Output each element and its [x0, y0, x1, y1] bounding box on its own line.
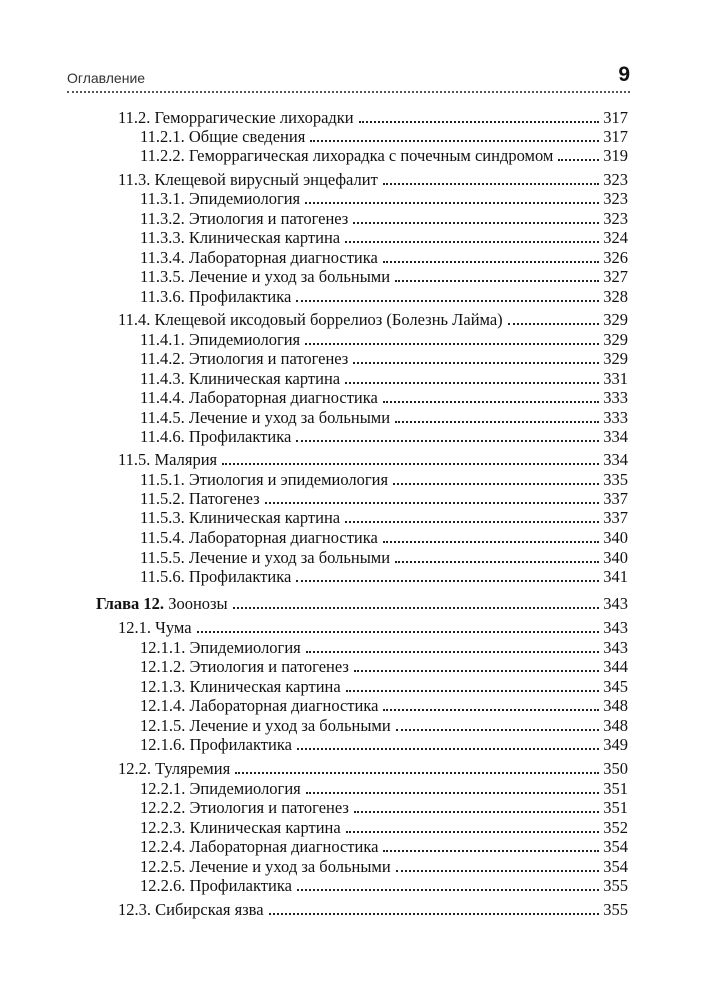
dot-leader	[395, 561, 599, 563]
toc-entry-number: 11.3.2.	[140, 209, 185, 228]
toc-entry-number: 11.5.1.	[140, 470, 185, 489]
toc-entry-number: 11.4.5.	[140, 408, 185, 427]
dot-leader	[508, 323, 600, 325]
toc-entry-title: Этиология и патогенез	[189, 657, 349, 676]
toc-entry[interactable]	[140, 408, 628, 428]
toc-entry-page: 329	[603, 330, 628, 349]
dot-leader	[296, 300, 599, 302]
dot-leader	[306, 792, 600, 794]
toc-entry-title: Общие сведения	[188, 127, 306, 146]
toc-entry-page: 334	[603, 450, 628, 469]
toc-entry-title: Лабораторная диагностика	[189, 696, 379, 715]
toc-entry-page: 337	[603, 508, 628, 527]
toc-entry-page: 329	[603, 349, 628, 368]
toc-entry[interactable]	[140, 388, 628, 408]
toc-entry-title: Малярия	[154, 450, 218, 469]
dot-leader	[233, 607, 600, 609]
toc-entry-number: 11.2.	[118, 108, 151, 127]
dot-leader	[346, 831, 600, 833]
toc-entry-title: Этиология и патогенез	[188, 349, 349, 368]
toc-entry-number: 11.3.3.	[140, 228, 185, 247]
toc-entry-title: Туляремия	[155, 759, 231, 778]
dot-leader	[383, 261, 599, 263]
toc-entry-page: 324	[603, 228, 628, 247]
toc-entry-number: 12.2.3.	[140, 818, 186, 837]
toc-entry-title: Клиническая картина	[189, 818, 341, 837]
toc-entry-title: Этиология и патогенез	[188, 209, 349, 228]
toc-entry-number: 11.5.	[118, 450, 151, 469]
dot-leader	[383, 183, 599, 185]
toc-entry-page: 337	[603, 489, 628, 508]
toc-entry-title: Клиническая картина	[188, 228, 341, 247]
toc-entry-title: Клещевой вирусный энцефалит	[154, 170, 378, 189]
dot-leader	[396, 729, 600, 731]
toc-entry-page: 345	[603, 677, 628, 696]
toc-entry-number: 12.1.4.	[140, 696, 186, 715]
toc-entry-page: 351	[603, 798, 628, 817]
toc-entry-number: 11.3.6.	[140, 287, 185, 306]
toc-entry-page: 333	[603, 408, 628, 427]
dot-leader	[305, 202, 599, 204]
dot-leader	[359, 121, 600, 123]
toc-entry-page: 327	[603, 267, 628, 286]
dot-leader	[310, 140, 599, 142]
toc-entry-title: Эпидемиология	[188, 330, 301, 349]
toc-entry-title: Сибирская язва	[155, 900, 264, 919]
toc-entry-title: Эпидемиология	[188, 189, 301, 208]
toc-entry-title: Лабораторная диагностика	[188, 528, 378, 547]
toc-entry[interactable]	[140, 470, 628, 490]
dot-leader	[354, 811, 599, 813]
toc-entry-number: 12.1.6.	[140, 735, 186, 754]
toc-entry-title: Лабораторная диагностика	[188, 388, 378, 407]
toc-entry-page: 352	[603, 818, 628, 837]
toc-entry-page: 335	[603, 470, 628, 489]
toc-entry-title: Лечение и уход за больными	[189, 857, 391, 876]
toc-entry-page: 334	[603, 427, 628, 446]
toc-entry-number: 12.2.5.	[140, 857, 186, 876]
toc-entry[interactable]	[140, 209, 628, 229]
toc-entry[interactable]	[140, 528, 628, 548]
dot-leader	[383, 541, 599, 543]
toc-entry[interactable]	[140, 716, 628, 736]
toc-entry-number: 11.2.2.	[140, 146, 185, 165]
toc-entry-title: Профилактика	[189, 735, 292, 754]
toc-entry-title: Эпидемиология	[189, 638, 301, 657]
toc-entry-title: Геморрагические лихорадки	[154, 108, 354, 127]
toc-entry-number: 12.1.	[118, 618, 151, 637]
toc-entry-title: Чума	[155, 618, 192, 637]
toc-entry-title: Геморрагическая лихорадка с почечным синдромом	[188, 146, 554, 165]
toc-entry-title: Эпидемиология	[189, 779, 301, 798]
toc-entry-number: 11.3.4.	[140, 248, 185, 267]
toc-entry[interactable]	[118, 900, 628, 920]
toc-entry-number: 11.2.1.	[140, 127, 185, 146]
toc-entry-page: 317	[603, 127, 628, 146]
toc-entry-number: 11.5.2.	[140, 489, 185, 508]
toc-entry-title: Клиническая картина	[188, 369, 341, 388]
toc-entry-page: 319	[603, 146, 628, 165]
toc-entry-title: Этиология и эпидемиология	[188, 470, 389, 489]
dot-leader	[222, 463, 599, 465]
toc-entry-page: 354	[603, 857, 628, 876]
toc-entry-page: 323	[603, 209, 628, 228]
dot-leader	[353, 222, 599, 224]
toc-entry[interactable]	[140, 330, 628, 350]
toc-entry-page: 333	[603, 388, 628, 407]
toc-entry-page: 326	[603, 248, 628, 267]
dot-leader	[345, 241, 599, 243]
toc-entry-number: 11.4.2.	[140, 349, 185, 368]
toc-entry-number: 11.5.6.	[140, 567, 185, 586]
toc-entry-number: 11.3.	[118, 170, 151, 189]
dot-leader	[306, 651, 600, 653]
toc-entry[interactable]	[118, 450, 628, 470]
toc-entry-page: 323	[603, 189, 628, 208]
toc-entry-title: Лабораторная диагностика	[188, 248, 378, 267]
toc-entry[interactable]	[140, 638, 628, 658]
toc-entry-number: 12.3.	[118, 900, 151, 919]
toc-entry[interactable]	[118, 759, 628, 779]
toc-entry[interactable]	[140, 567, 628, 587]
toc-entry-title: Зоонозы	[168, 594, 228, 613]
toc-entry-title: Клещевой иксодовый боррелиоз (Болезнь Лайма)	[154, 310, 503, 329]
toc-entry[interactable]	[140, 857, 628, 877]
toc-entry-number: 12.1.3.	[140, 677, 186, 696]
toc-entry[interactable]	[140, 837, 628, 857]
toc-entry-number: 11.5.3.	[140, 508, 185, 527]
toc-entry[interactable]	[140, 677, 628, 697]
toc-entry[interactable]	[140, 427, 628, 447]
toc-entry-number: 11.4.	[118, 310, 151, 329]
toc-entry-title: Лечение и уход за больными	[188, 548, 391, 567]
toc-entry-title: Лабораторная диагностика	[189, 837, 379, 856]
toc-entry[interactable]	[96, 594, 628, 614]
toc-entry[interactable]	[140, 369, 628, 389]
toc-entry[interactable]	[140, 228, 628, 248]
toc-entry-number: 11.4.1.	[140, 330, 185, 349]
dot-leader	[393, 483, 599, 485]
toc-entry-number: 11.5.4.	[140, 528, 185, 547]
toc-entry-page: 341	[603, 567, 628, 586]
dot-leader	[296, 440, 599, 442]
toc-entry[interactable]	[140, 248, 628, 268]
toc-entry-title: Клиническая картина	[188, 508, 341, 527]
dot-leader	[197, 631, 600, 633]
dot-leader	[235, 772, 599, 774]
dot-leader	[269, 913, 600, 915]
toc-entry-title: Профилактика	[188, 567, 292, 586]
toc-entry-number: 12.2.6.	[140, 876, 186, 895]
toc-entry-number: 12.1.2.	[140, 657, 186, 676]
toc-entry-number: 12.1.1.	[140, 638, 186, 657]
toc-entry-page: 343	[603, 638, 628, 657]
toc-entry[interactable]	[140, 508, 628, 528]
toc-entry-number: 12.2.4.	[140, 837, 186, 856]
dot-leader	[297, 748, 599, 750]
toc-entry-page: 343	[603, 618, 628, 637]
toc-entry-page: 329	[603, 310, 628, 329]
dot-leader	[395, 280, 599, 282]
toc-entry-number: 11.3.5.	[140, 267, 185, 286]
toc-entry-title: Этиология и патогенез	[189, 798, 349, 817]
toc-entry-page: 328	[603, 287, 628, 306]
dot-leader	[305, 343, 599, 345]
toc-entry[interactable]	[118, 108, 628, 128]
dot-leader	[345, 521, 599, 523]
toc-entry[interactable]	[140, 489, 628, 509]
toc-entry[interactable]	[140, 287, 628, 307]
toc-entry-page: 349	[603, 735, 628, 754]
toc-entry[interactable]	[118, 170, 628, 190]
header-divider	[67, 91, 630, 93]
dot-leader	[354, 670, 599, 672]
dot-leader	[383, 401, 599, 403]
toc-entry-page: 355	[603, 900, 628, 919]
toc-entry-number: 12.2.1.	[140, 779, 186, 798]
toc-entry-number: Глава 12.	[96, 594, 165, 613]
toc-entry-title: Профилактика	[188, 287, 292, 306]
toc-entry[interactable]	[140, 798, 628, 818]
toc-entry[interactable]	[140, 189, 628, 209]
toc-entry-title: Патогенез	[188, 489, 260, 508]
dot-leader	[297, 889, 599, 891]
toc-entry[interactable]	[140, 127, 628, 147]
toc-entry-number: 11.4.3.	[140, 369, 185, 388]
dot-leader	[353, 362, 599, 364]
dot-leader	[396, 870, 600, 872]
toc-entry-page: 331	[603, 369, 628, 388]
running-title: Оглавление	[67, 70, 146, 86]
dot-leader	[346, 690, 600, 692]
toc-entry-title: Лечение и уход за больными	[188, 408, 391, 427]
page-number: 9	[618, 63, 630, 86]
toc-entry-title: Профилактика	[188, 427, 292, 446]
toc-entry-page: 354	[603, 837, 628, 856]
dot-leader	[265, 502, 600, 504]
toc-entry-page: 348	[603, 696, 628, 715]
toc-entry[interactable]	[140, 696, 628, 716]
toc-entry-number: 12.1.5.	[140, 716, 186, 735]
toc-entry-number: 11.4.4.	[140, 388, 185, 407]
toc-entry-page: 340	[603, 528, 628, 547]
toc-entry-title: Лечение и уход за больными	[188, 267, 391, 286]
toc-entry-page: 351	[603, 779, 628, 798]
toc-entry-page: 343	[603, 594, 628, 613]
toc-entry-number: 11.3.1.	[140, 189, 185, 208]
toc-entry-page: 340	[603, 548, 628, 567]
dot-leader	[383, 709, 599, 711]
toc-entry[interactable]	[140, 146, 628, 166]
toc-entry[interactable]	[140, 548, 628, 568]
toc-entry-title: Клиническая картина	[189, 677, 341, 696]
toc-entry-page: 350	[603, 759, 628, 778]
toc-entry[interactable]	[118, 618, 628, 638]
toc-entry[interactable]	[140, 818, 628, 838]
toc-entry[interactable]	[140, 349, 628, 369]
toc-entry-page: 355	[603, 876, 628, 895]
toc-entry-page: 344	[603, 657, 628, 676]
dot-leader	[296, 580, 599, 582]
toc-entry[interactable]	[140, 779, 628, 799]
toc-entry-title: Профилактика	[189, 876, 292, 895]
toc-entry-number: 12.2.2.	[140, 798, 186, 817]
dot-leader	[383, 850, 599, 852]
toc-entry-page: 348	[603, 716, 628, 735]
toc-entry[interactable]	[140, 657, 628, 677]
toc-entry-number: 11.5.5.	[140, 548, 185, 567]
toc-entry-page: 323	[603, 170, 628, 189]
toc-entry-number: 12.2.	[118, 759, 151, 778]
page-header	[67, 64, 630, 88]
toc-entry[interactable]	[140, 876, 628, 896]
toc-entry-page: 317	[603, 108, 628, 127]
dot-leader	[395, 421, 599, 423]
toc-entry[interactable]	[118, 310, 628, 330]
dot-leader	[558, 159, 599, 161]
dot-leader	[345, 382, 599, 384]
toc-entry-number: 11.4.6.	[140, 427, 185, 446]
toc-entry-title: Лечение и уход за больными	[189, 716, 391, 735]
toc-entry[interactable]	[140, 735, 628, 755]
toc-entry[interactable]	[140, 267, 628, 287]
